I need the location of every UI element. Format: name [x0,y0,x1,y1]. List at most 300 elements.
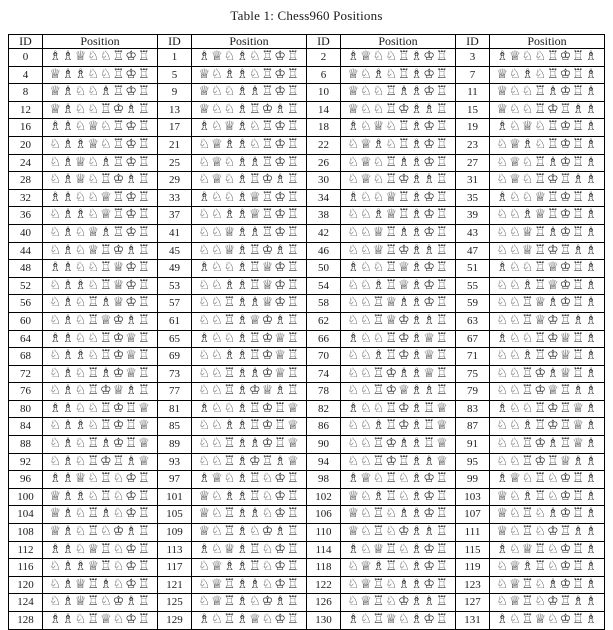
id-cell: 65 [158,330,192,348]
position-cell: ♘♗♘♖♗♕♔♖ [43,295,158,313]
position-cell: ♘♕♘♖♗♔♖♗ [490,154,605,172]
table-row [9,312,605,330]
position-cell: ♘♘♕♗♗♖♔♖ [192,224,307,242]
position-cell: ♗♘♖♕♘♔♖♗ [490,612,605,630]
position-cell: ♘♗♗♘♖♔♖♕ [43,418,158,436]
position-cell: ♘♘♗♕♖♗♔♖ [341,207,456,225]
position-cell: ♘♘♕♖♔♖♗♗ [490,242,605,260]
id-header: ID [9,35,43,49]
id-cell: 59 [456,295,490,313]
id-cell: 109 [158,524,192,542]
position-header: Position [43,35,158,49]
position-cell: ♘♕♗♗♖♘♔♖ [192,559,307,577]
position-cell: ♗♘♕♗♘♖♔♖ [192,119,307,137]
position-cell: ♕♗♘♘♖♔♗♖ [43,101,158,119]
id-cell: 112 [9,541,43,559]
id-cell: 14 [307,101,341,119]
id-cell: 17 [158,119,192,137]
id-cell: 24 [9,154,43,172]
id-cell: 121 [158,576,192,594]
position-cell: ♘♕♗♘♖♔♖♗ [490,136,605,154]
position-cell: ♕♘♘♖♔♖♗♗ [490,101,605,119]
id-cell: 34 [307,189,341,207]
position-cell: ♘♘♗♗♕♖♔♖ [192,207,307,225]
id-cell: 99 [456,471,490,489]
position-cell: ♕♘♖♘♔♗♗♖ [341,524,456,542]
id-cell: 3 [456,49,490,67]
position-cell: ♗♘♘♗♖♕♔♖ [192,260,307,278]
position-cell: ♘♘♖♗♕♔♗♖ [192,312,307,330]
id-cell: 53 [158,277,192,295]
id-cell: 91 [456,436,490,454]
table-row [9,594,605,612]
id-cell: 124 [9,594,43,612]
id-cell: 108 [9,524,43,542]
position-cell: ♘♘♖♔♗♗♖♕ [341,436,456,454]
table-row [9,541,605,559]
id-cell: 13 [158,101,192,119]
id-cell: 16 [9,119,43,137]
table-row [9,277,605,295]
table-row [9,295,605,313]
position-cell: ♗♗♘♘♖♕♔♖ [43,260,158,278]
table-row [9,224,605,242]
id-cell: 60 [9,312,43,330]
position-cell: ♕♘♘♗♖♔♗♖ [192,101,307,119]
table-row [9,436,605,454]
position-cell: ♕♗♘♖♗♘♔♖ [43,506,158,524]
position-cell: ♘♘♖♔♗♖♕♗ [490,436,605,454]
position-cell: ♗♗♘♘♕♖♔♖ [43,189,158,207]
position-cell: ♗♘♕♖♘♗♔♖ [341,541,456,559]
position-cell: ♘♘♖♔♗♕♖♗ [490,365,605,383]
position-cell: ♘♘♗♖♕♗♔♖ [341,277,456,295]
position-cell: ♗♕♘♘♖♗♔♖ [341,49,456,67]
table-row [9,207,605,225]
position-cell: ♘♕♘♖♗♗♔♖ [341,154,456,172]
position-cell: ♗♘♘♗♖♔♖♕ [192,400,307,418]
id-cell: 68 [9,348,43,366]
position-cell: ♘♗♗♘♖♕♔♖ [43,277,158,295]
id-cell: 122 [307,576,341,594]
id-cell: 33 [158,189,192,207]
id-cell: 73 [158,365,192,383]
id-cell: 21 [158,136,192,154]
id-cell: 63 [456,312,490,330]
id-cell: 72 [9,365,43,383]
id-cell: 48 [9,260,43,278]
position-cell: ♘♗♘♖♔♖♗♕ [43,453,158,471]
id-cell: 55 [456,277,490,295]
position-cell: ♘♘♖♔♕♖♗♗ [490,383,605,401]
position-cell: ♘♕♖♘♗♗♔♖ [341,576,456,594]
position-cell: ♘♘♖♕♔♗♗♖ [341,312,456,330]
table-row [9,189,605,207]
id-cell: 76 [9,383,43,401]
table-header [9,35,605,49]
id-cell: 41 [158,224,192,242]
id-cell: 11 [456,84,490,102]
id-cell: 51 [456,260,490,278]
position-cell: ♗♗♘♕♘♖♔♖ [43,119,158,137]
id-cell: 47 [456,242,490,260]
id-cell: 20 [9,136,43,154]
id-cell: 97 [158,471,192,489]
position-cell: ♘♘♖♕♗♔♖♗ [490,295,605,313]
id-cell: 46 [307,242,341,260]
position-header: Position [341,35,456,49]
position-cell: ♗♗♘♕♖♘♔♖ [43,541,158,559]
position-cell: ♘♘♗♗♖♕♔♖ [192,277,307,295]
table-row [9,154,605,172]
position-cell: ♘♘♕♗♖♔♗♖ [192,242,307,260]
position-cell: ♘♗♗♘♖♔♕♖ [43,348,158,366]
id-cell: 82 [307,400,341,418]
position-cell: ♕♗♗♘♖♘♔♖ [43,488,158,506]
id-cell: 83 [456,400,490,418]
position-cell: ♗♗♘♘♖♔♕♖ [43,330,158,348]
table-row [9,66,605,84]
position-cell: ♕♘♖♗♘♔♗♖ [192,524,307,542]
id-cell: 31 [456,172,490,190]
position-cell: ♕♘♗♖♘♗♔♖ [341,488,456,506]
position-cell: ♗♘♕♘♖♗♔♖ [341,119,456,137]
position-cell: ♘♕♘♖♔♖♗♗ [490,172,605,190]
position-cell: ♘♕♖♗♗♘♔♖ [192,576,307,594]
position-cell: ♕♘♗♗♖♘♔♖ [192,488,307,506]
id-cell: 87 [456,418,490,436]
position-cell: ♘♗♕♖♘♔♗♖ [43,594,158,612]
id-cell: 123 [456,576,490,594]
table-row [9,136,605,154]
position-cell: ♘♘♖♗♗♕♔♖ [192,295,307,313]
id-cell: 120 [9,576,43,594]
position-cell: ♗♘♘♖♕♗♔♖ [341,260,456,278]
id-cell: 36 [9,207,43,225]
id-cell: 81 [158,400,192,418]
position-cell: ♘♕♗♗♘♖♔♖ [192,136,307,154]
position-cell: ♕♘♗♗♘♖♔♖ [192,66,307,84]
position-cell: ♘♗♘♕♖♔♗♖ [43,242,158,260]
position-cell: ♗♘♕♗♖♘♔♖ [192,541,307,559]
position-cell: ♘♘♖♗♗♔♖♕ [192,436,307,454]
position-cell: ♗♘♕♖♘♔♖♗ [490,541,605,559]
position-cell: ♘♘♖♔♗♗♕♖ [341,365,456,383]
table-row [9,119,605,137]
id-cell: 84 [9,418,43,436]
id-cell: 114 [307,541,341,559]
id-cell: 35 [456,189,490,207]
id-cell: 117 [158,559,192,577]
id-cell: 80 [9,400,43,418]
id-cell: 89 [158,436,192,454]
position-cell: ♘♘♗♖♔♗♕♖ [341,348,456,366]
table-row [9,471,605,489]
id-cell: 0 [9,49,43,67]
id-cell: 125 [158,594,192,612]
table-row [9,524,605,542]
position-cell: ♕♗♘♖♘♔♗♖ [43,524,158,542]
id-cell: 105 [158,506,192,524]
table-row [9,84,605,102]
header-row [9,35,605,49]
position-cell: ♗♗♘♖♕♘♔♖ [43,612,158,630]
id-cell: 10 [307,84,341,102]
id-cell: 25 [158,154,192,172]
position-cell: ♘♘♖♔♖♗♗♕ [341,453,456,471]
id-cell: 19 [456,119,490,137]
id-header: ID [456,35,490,49]
position-cell: ♘♘♗♖♔♗♖♕ [341,418,456,436]
id-cell: 71 [456,348,490,366]
id-cell: 42 [307,224,341,242]
id-cell: 67 [456,330,490,348]
id-cell: 30 [307,172,341,190]
id-cell: 61 [158,312,192,330]
id-cell: 50 [307,260,341,278]
id-cell: 58 [307,295,341,313]
id-cell: 6 [307,66,341,84]
position-cell: ♗♕♘♘♖♔♖♗ [490,49,605,67]
id-cell: 5 [158,66,192,84]
id-cell: 131 [456,612,490,630]
id-cell: 78 [307,383,341,401]
table-row [9,488,605,506]
id-cell: 27 [456,154,490,172]
position-cell: ♕♘♖♗♗♘♔♖ [192,506,307,524]
position-cell: ♘♕♖♘♔♖♗♗ [490,594,605,612]
id-cell: 57 [158,295,192,313]
position-cell: ♗♕♘♗♘♖♔♖ [192,49,307,67]
id-cell: 40 [9,224,43,242]
table-row [9,400,605,418]
id-cell: 74 [307,365,341,383]
id-cell: 128 [9,612,43,630]
position-cell: ♘♕♘♗♖♔♗♖ [192,172,307,190]
position-cell: ♘♘♗♖♔♕♖♗ [490,348,605,366]
table-row [9,172,605,190]
id-cell: 9 [158,84,192,102]
position-cell: ♘♘♗♖♔♖♕♗ [490,418,605,436]
id-cell: 75 [456,365,490,383]
id-cell: 32 [9,189,43,207]
position-cell: ♘♘♗♗♖♔♕♖ [192,348,307,366]
position-cell: ♘♕♘♖♔♗♗♖ [341,172,456,190]
id-cell: 2 [307,49,341,67]
table-row [9,242,605,260]
position-cell: ♘♘♕♖♗♔♖♗ [490,224,605,242]
position-cell: ♗♘♘♖♔♕♖♗ [490,330,605,348]
id-cell: 39 [456,207,490,225]
position-cell: ♘♕♖♘♗♔♖♗ [490,576,605,594]
position-cell: ♘♗♘♖♗♔♕♖ [43,365,158,383]
id-cell: 90 [307,436,341,454]
id-cell: 86 [307,418,341,436]
position-cell: ♗♘♘♕♖♗♔♖ [341,189,456,207]
position-cell: ♘♗♗♕♘♖♔♖ [43,136,158,154]
id-cell: 4 [9,66,43,84]
id-cell: 69 [158,348,192,366]
id-cell: 77 [158,383,192,401]
id-cell: 119 [456,559,490,577]
id-cell: 107 [456,506,490,524]
position-cell: ♘♕♖♘♔♗♗♖ [341,594,456,612]
position-cell: ♗♗♕♘♖♘♔♖ [43,471,158,489]
position-cell: ♘♗♘♖♔♕♗♖ [43,383,158,401]
position-cell: ♕♘♘♖♗♗♔♖ [341,84,456,102]
position-cell: ♕♘♗♘♖♗♔♖ [341,66,456,84]
position-cell: ♗♘♘♖♔♖♕♗ [490,400,605,418]
position-cell: ♘♕♖♗♘♔♗♖ [192,594,307,612]
id-cell: 115 [456,541,490,559]
id-cell: 92 [9,453,43,471]
id-cell: 94 [307,453,341,471]
id-cell: 93 [158,453,192,471]
id-cell: 126 [307,594,341,612]
table-row [9,365,605,383]
position-cell: ♗♗♕♘♘♖♔♖ [43,49,158,67]
id-cell: 85 [158,418,192,436]
position-cell: ♘♗♘♕♗♖♔♖ [43,224,158,242]
position-cell: ♕♘♗♖♘♔♖♗ [490,488,605,506]
id-cell: 7 [456,66,490,84]
table-row [9,576,605,594]
position-cell: ♗♕♘♖♘♗♔♖ [341,471,456,489]
id-cell: 103 [456,488,490,506]
position-cell: ♗♕♘♖♘♔♖♗ [490,471,605,489]
position-cell: ♘♗♗♕♖♘♔♖ [43,559,158,577]
position-cell: ♘♘♕♖♔♗♗♖ [341,242,456,260]
position-cell: ♘♗♕♖♗♘♔♖ [43,576,158,594]
table-row [9,506,605,524]
position-cell: ♘♘♖♕♔♖♗♗ [490,312,605,330]
position-cell: ♗♘♕♘♖♔♖♗ [490,119,605,137]
id-cell: 26 [307,154,341,172]
position-cell: ♕♗♗♘♘♖♔♖ [43,66,158,84]
id-cell: 29 [158,172,192,190]
position-cell: ♕♘♖♘♔♖♗♗ [490,524,605,542]
position-cell: ♘♘♖♗♔♕♗♖ [192,383,307,401]
table-row [9,101,605,119]
id-cell: 1 [158,49,192,67]
id-cell: 106 [307,506,341,524]
position-cell: ♘♗♗♘♕♖♔♖ [43,207,158,225]
id-cell: 96 [9,471,43,489]
position-cell: ♘♘♗♗♖♔♖♕ [192,418,307,436]
id-cell: 101 [158,488,192,506]
id-cell: 56 [9,295,43,313]
position-cell: ♕♘♖♘♗♗♔♖ [341,506,456,524]
id-cell: 116 [9,559,43,577]
position-cell: ♗♘♘♖♔♗♖♕ [341,400,456,418]
position-cell: ♘♕♘♗♗♖♔♖ [192,154,307,172]
table-row [9,453,605,471]
position-cell: ♗♘♘♗♖♔♕♖ [192,330,307,348]
position-cell: ♘♘♗♕♖♔♖♗ [490,207,605,225]
position-cell: ♗♘♘♕♖♔♖♗ [490,189,605,207]
id-cell: 45 [158,242,192,260]
id-cell: 54 [307,277,341,295]
id-cell: 118 [307,559,341,577]
position-cell: ♘♘♖♕♗♗♔♖ [341,295,456,313]
table-row [9,612,605,630]
id-cell: 104 [9,506,43,524]
position-cell: ♘♗♘♖♗♔♖♕ [43,436,158,454]
position-cell: ♕♘♘♖♗♔♖♗ [490,84,605,102]
id-cell: 110 [307,524,341,542]
id-header: ID [307,35,341,49]
id-cell: 15 [456,101,490,119]
id-cell: 79 [456,383,490,401]
table-body [9,49,605,630]
position-cell: ♗♘♘♖♕♔♖♗ [490,260,605,278]
id-cell: 28 [9,172,43,190]
id-cell: 62 [307,312,341,330]
position-cell: ♘♘♖♔♖♕♗♗ [490,453,605,471]
id-cell: 98 [307,471,341,489]
id-cell: 22 [307,136,341,154]
position-cell: ♘♗♘♖♕♔♗♖ [43,312,158,330]
id-cell: 18 [307,119,341,137]
position-cell: ♘♘♖♔♕♗♗♖ [341,383,456,401]
id-cell: 37 [158,207,192,225]
table-row [9,330,605,348]
position-cell: ♘♗♕♘♖♔♗♖ [43,172,158,190]
position-cell: ♘♘♕♖♗♗♔♖ [341,224,456,242]
id-cell: 88 [9,436,43,454]
table-row [9,49,605,67]
id-cell: 49 [158,260,192,278]
id-cell: 66 [307,330,341,348]
id-cell: 8 [9,84,43,102]
position-cell: ♘♘♖♗♗♔♕♖ [192,365,307,383]
id-cell: 70 [307,348,341,366]
id-cell: 23 [456,136,490,154]
position-cell: ♘♕♗♖♘♔♖♗ [490,559,605,577]
position-cell: ♘♘♖♗♔♖♗♕ [192,453,307,471]
id-cell: 111 [456,524,490,542]
position-cell: ♗♕♘♗♖♘♔♖ [192,471,307,489]
table-row [9,383,605,401]
position-cell: ♕♘♘♖♔♗♗♖ [341,101,456,119]
position-cell: ♕♘♘♗♗♖♔♖ [192,84,307,102]
position-header: Position [192,35,307,49]
position-header: Position [490,35,605,49]
position-cell: ♗♗♘♘♖♔♖♕ [43,400,158,418]
position-cell: ♗♘♘♗♕♖♔♖ [192,189,307,207]
id-cell: 127 [456,594,490,612]
id-cell: 113 [158,541,192,559]
position-cell: ♘♕♗♖♘♗♔♖ [341,559,456,577]
id-header: ID [158,35,192,49]
position-cell: ♗♘♘♖♔♗♕♖ [341,330,456,348]
table-row [9,418,605,436]
table-row [9,348,605,366]
id-cell: 130 [307,612,341,630]
id-cell: 100 [9,488,43,506]
id-cell: 52 [9,277,43,295]
table-row [9,260,605,278]
id-cell: 95 [456,453,490,471]
position-cell: ♗♘♖♗♕♘♔♖ [192,612,307,630]
id-cell: 102 [307,488,341,506]
chess960-table [8,34,605,630]
position-cell: ♘♘♗♖♕♔♖♗ [490,277,605,295]
table-row [9,559,605,577]
position-cell: ♕♘♗♘♖♔♖♗ [490,66,605,84]
position-cell: ♘♕♗♘♖♗♔♖ [341,136,456,154]
id-cell: 44 [9,242,43,260]
